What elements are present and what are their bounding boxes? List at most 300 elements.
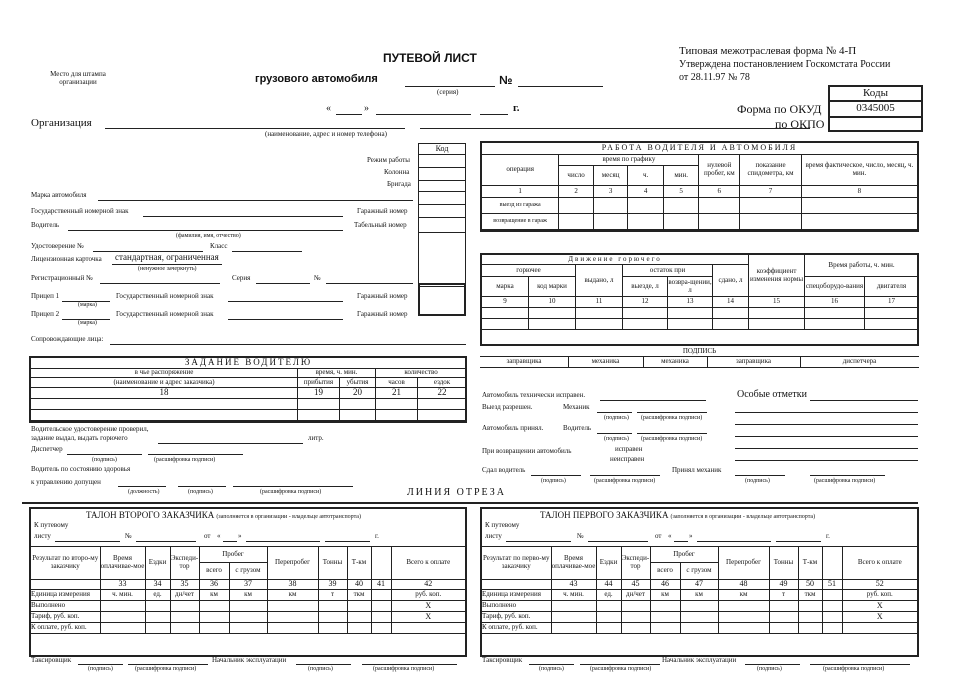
work-col-num: 8 <box>801 186 917 198</box>
form-info-line-1: Типовая межотраслевая форма № 4-П <box>679 45 857 57</box>
table-cell[interactable] <box>199 623 229 634</box>
table-cell[interactable] <box>650 601 680 612</box>
work-title: РАБОТА ВОДИТЕЛЯ И АВТОМОБИЛЯ <box>482 143 918 155</box>
table-cell[interactable] <box>100 601 145 612</box>
org-hint: (наименование, адрес и номер телефона) <box>265 130 387 138</box>
trailer1-garage-label: Гаражный номер <box>357 292 408 300</box>
admitted-decode-hint: (расшифровка подписи) <box>260 489 322 495</box>
task-rides-head: ездок <box>418 378 467 388</box>
table-cell[interactable] <box>713 308 749 319</box>
task-table <box>30 357 467 421</box>
table-cell[interactable] <box>318 623 347 634</box>
table-cell[interactable] <box>267 601 318 612</box>
table-cell[interactable] <box>680 612 718 623</box>
table-cell[interactable] <box>805 308 865 319</box>
right-taxer-label: Таксировщик <box>482 656 523 664</box>
task-col-num: 22 <box>418 388 467 399</box>
fuel-col-num: 9 <box>482 297 529 308</box>
work-operation-head: операция <box>482 155 559 186</box>
admitted-label: к управлению допущен <box>31 478 101 486</box>
work-row-exit: выезд из гаража <box>482 198 559 214</box>
coupon-right-tariff-label: Тариф, руб. коп. <box>482 612 551 623</box>
table-cell[interactable] <box>628 198 664 214</box>
coupon-right-col-num: 46 <box>650 580 680 590</box>
coupon-right-overrun-head: Перепробег <box>718 547 769 580</box>
coupon-left-run-head: Пробег <box>199 547 267 563</box>
num-label: № <box>314 274 321 282</box>
coupon-left-qo: « <box>217 532 221 540</box>
table-cell[interactable] <box>822 612 842 623</box>
table-cell[interactable] <box>596 612 621 623</box>
fuel-col-num: 14 <box>713 297 749 308</box>
right-chief-sign-hint: (подпись) <box>757 666 782 672</box>
coupon-left-col-num: 35 <box>170 580 199 590</box>
task-col-num: 21 <box>376 388 418 399</box>
mechanic-label: Механик <box>563 403 590 411</box>
table-cell[interactable] <box>798 601 822 612</box>
coupon-left-unit: ед. <box>145 590 170 601</box>
table-cell[interactable] <box>559 214 594 230</box>
table-cell[interactable] <box>668 308 713 319</box>
driver-label: Водитель <box>31 221 60 229</box>
coupon-right-col-num: 49 <box>769 580 798 590</box>
table-cell[interactable] <box>340 410 376 421</box>
table-cell[interactable] <box>376 399 418 410</box>
table-cell[interactable] <box>298 399 340 410</box>
left-taxer-decode-hint: (расшифровка подписи) <box>135 666 197 672</box>
work-month-head: месяц <box>593 166 628 186</box>
coupon-right-col-num: 52 <box>842 580 917 590</box>
work-mode-label: Режим работы <box>367 156 411 164</box>
brigade-label: Бригада <box>387 180 411 188</box>
left-taxer-sign-hint: (подпись) <box>88 666 113 672</box>
accepted-mechanic-sign-hint: (подпись) <box>745 478 770 484</box>
coupon-right-forwarder-head: Экспеди-тор <box>621 547 650 580</box>
table-cell[interactable] <box>267 623 318 634</box>
coupon-right-to-pay-label: К оплате, руб. коп. <box>482 623 551 634</box>
table-cell[interactable] <box>593 214 628 230</box>
coupon-left-unit: км <box>267 590 318 601</box>
fuel-col-num: 12 <box>623 297 668 308</box>
coupon-left-unit: км <box>229 590 267 601</box>
code-title: Код <box>435 144 449 153</box>
work-schedule-head: время по графику <box>559 155 699 166</box>
table-cell[interactable] <box>318 601 347 612</box>
trailer-garage-box <box>418 283 466 316</box>
coupon-right-num-empty <box>482 580 551 590</box>
coupon-left-table <box>31 546 465 634</box>
table-cell[interactable] <box>680 601 718 612</box>
coupon-right-unit: т <box>769 590 798 601</box>
form-info-line-2: Утверждена постановлением Госкомстата России <box>679 59 891 70</box>
coupon-left-col-num: 40 <box>347 580 371 590</box>
table-cell[interactable] <box>371 612 391 623</box>
table-cell[interactable] <box>628 214 664 230</box>
accepted-mechanic-label: Принял механик <box>672 466 722 474</box>
fuel-coef-head: коэффициент изменения нормы <box>749 255 805 297</box>
coupon-left-col-num: 36 <box>199 580 229 590</box>
fuel-brand-head: марка <box>482 277 529 297</box>
work-zero-run-head: нулевой пробег, км <box>699 155 740 186</box>
table-cell[interactable] <box>663 198 699 214</box>
special-marks-label: Особые отметки <box>737 389 807 400</box>
coupon-left-loaded-head: с грузом <box>229 563 267 580</box>
coupon-right-unit: руб. коп. <box>842 590 917 601</box>
table-cell[interactable] <box>769 601 798 612</box>
table-cell[interactable] <box>529 308 576 319</box>
task-disposal-head: в чье распоряжение <box>31 369 298 378</box>
task-title: ЗАДАНИЕ ВОДИТЕЛЮ <box>31 358 467 369</box>
work-col-num: 4 <box>628 186 664 198</box>
task-issued-label: задание выдал, выдать горючего <box>31 434 128 442</box>
year-suffix: г. <box>513 102 520 114</box>
fuel-issued-head: выдано, л <box>576 265 623 297</box>
coupon-left-col-num: 37 <box>229 580 267 590</box>
trailer2-brand-hint: (марка) <box>78 320 97 326</box>
work-odometer-head: показание спидометра, км <box>740 155 802 186</box>
tech-ok-label: Автомобиль технически исправен. <box>482 391 586 399</box>
license-card-value: стандартная, ограниченная <box>115 252 219 262</box>
health-label: Водитель по состоянию здоровья <box>31 465 131 473</box>
handed-driver-label: Сдал водитель <box>482 466 526 474</box>
table-cell[interactable] <box>576 308 623 319</box>
coupon-left-time-head: Время оплачивае-мое <box>100 547 145 580</box>
coupon-left-unit: ткм <box>347 590 371 601</box>
coupon-right-qo: « <box>668 532 672 540</box>
coupon-right-tkm-head: Т-км <box>798 547 822 580</box>
dispatcher-decode-hint: (расшифровка подписи) <box>154 457 216 463</box>
coupon-left-title-text: ТАЛОН ВТОРОГО ЗАКАЗЧИКА <box>86 510 215 520</box>
table-cell[interactable] <box>371 623 391 634</box>
table-cell[interactable] <box>229 612 267 623</box>
coupon-right-done-label: Выполнено <box>482 601 551 612</box>
return-not-ok-option[interactable]: неисправен <box>610 455 645 463</box>
table-cell[interactable] <box>418 410 467 421</box>
table-cell[interactable] <box>100 612 145 623</box>
form-info-line-3: от 28.11.97 № 78 <box>679 72 750 83</box>
date-quote-close: » <box>364 103 369 114</box>
table-cell[interactable] <box>749 319 805 330</box>
coupon-left-unit-label: Единица измерения <box>31 590 100 601</box>
accept-decode-hint: (расшифровка подписи) <box>641 436 703 442</box>
table-cell[interactable] <box>576 319 623 330</box>
task-qty-head: количество <box>376 369 467 378</box>
coupon-right-run-head: Пробег <box>650 547 718 563</box>
work-col-num: 1 <box>482 186 559 198</box>
coupon-right-title-text: ТАЛОН ПЕРВОГО ЗАКАЗЧИКА <box>540 510 669 520</box>
series-label: Серия <box>232 274 251 282</box>
table-cell[interactable] <box>31 410 298 421</box>
okud-label: Форма по ОКУД <box>737 102 822 116</box>
table-cell[interactable] <box>621 601 650 612</box>
coupon-left-qc: » <box>238 532 242 540</box>
fuel-col-num: 11 <box>576 297 623 308</box>
license-checked-label: Водительское удостоверение проверил, <box>31 425 149 433</box>
table-cell[interactable] <box>699 214 740 230</box>
table-cell[interactable] <box>801 198 917 214</box>
coupon-right-unit: км <box>650 590 680 601</box>
table-cell[interactable] <box>822 623 842 634</box>
coupon-left-col-num: 39 <box>318 580 347 590</box>
table-cell[interactable] <box>170 612 199 623</box>
table-cell[interactable] <box>740 214 802 230</box>
coupon-right-qc: » <box>689 532 693 540</box>
signer-mechanic-2: механика <box>661 357 689 365</box>
coupon-left-to-sheet: К путевому <box>34 521 69 529</box>
coupon-right-loaded-head: с грузом <box>680 563 718 580</box>
coupon-right-col-num: 44 <box>596 580 621 590</box>
work-row-return: возвращение в гараж <box>482 214 559 230</box>
fuel-brand-code-head: код марки <box>529 277 576 297</box>
table-cell[interactable] <box>391 623 465 634</box>
coupon-left-unit: дн/чет <box>170 590 199 601</box>
task-leave-head: убытия <box>340 378 376 388</box>
coupon-right-col-num: 51 <box>822 580 842 590</box>
coupon-right-col-num: 45 <box>621 580 650 590</box>
coupon-right-x-mark: X <box>842 601 917 612</box>
table-cell[interactable] <box>418 399 467 410</box>
left-chief-decode-hint: (расшифровка подписи) <box>373 666 435 672</box>
table-cell[interactable] <box>798 623 822 634</box>
table-cell[interactable] <box>865 319 919 330</box>
coupon-left-to-pay-label: К оплате, руб. коп. <box>31 623 100 634</box>
task-arrive-head: прибытия <box>298 378 340 388</box>
coupon-right-num: № <box>577 532 584 540</box>
trailer2-state-number-label: Государственный номерной знак <box>116 310 214 318</box>
table-cell[interactable] <box>229 623 267 634</box>
table-cell[interactable] <box>769 612 798 623</box>
right-taxer-sign-hint: (подпись) <box>539 666 564 672</box>
trailer1-state-number-label: Государственный номерной знак <box>116 292 214 300</box>
coupon-left-unit: км <box>199 590 229 601</box>
fuel-fuel-head: горючее <box>482 265 576 277</box>
column-label: Колонна <box>384 168 410 176</box>
underline-hint: (ненужное зачеркнуть) <box>138 266 197 272</box>
coupon-right-unit: км <box>680 590 718 601</box>
table-cell[interactable] <box>199 612 229 623</box>
table-cell[interactable] <box>170 601 199 612</box>
coupon-left-from: от <box>204 532 211 540</box>
class-label: Класс <box>210 242 228 250</box>
table-cell[interactable] <box>482 308 529 319</box>
table-cell[interactable] <box>623 319 668 330</box>
table-cell[interactable] <box>267 612 318 623</box>
trailer1-label: Прицеп 1 <box>31 292 60 300</box>
coupon-right-x-mark: X <box>842 612 917 623</box>
coupon-left-col-num: 41 <box>371 580 391 590</box>
table-cell[interactable] <box>798 612 822 623</box>
table-cell[interactable] <box>318 612 347 623</box>
fuel-col-num: 17 <box>865 297 919 308</box>
coupon-left-total-run-head: всего <box>199 563 229 580</box>
mechanic-sign-hint: (подпись) <box>604 415 629 421</box>
license-label: Удостоверение № <box>31 242 84 250</box>
org-label: Организация <box>31 117 92 129</box>
stamp-place-label: Место для штампа организации <box>50 70 106 87</box>
fuel-remain-head: остаток при <box>623 265 713 277</box>
task-col-num: 20 <box>340 388 376 399</box>
table-cell[interactable] <box>596 601 621 612</box>
table-cell[interactable] <box>740 198 802 214</box>
signer-fueler-2: заправщика <box>736 357 771 365</box>
fuel-title: Движение горючего <box>482 255 749 265</box>
table-cell[interactable] <box>347 612 371 623</box>
task-time-head: время, ч. мин. <box>298 369 376 378</box>
coupon-right-col-num: 47 <box>680 580 718 590</box>
coupon-left-col-num: 38 <box>267 580 318 590</box>
coupon-left-note: (заполняется в организации - владельце автотранспорта) <box>216 514 361 520</box>
coupon-left-unit: руб. коп. <box>391 590 465 601</box>
tab-number-label: Табельный номер <box>354 221 407 229</box>
table-cell[interactable] <box>145 601 170 612</box>
table-cell[interactable] <box>145 612 170 623</box>
coupon-left-overrun-head: Перепробег <box>267 547 318 580</box>
table-cell[interactable] <box>822 601 842 612</box>
table-cell[interactable] <box>623 308 668 319</box>
coupon-right-blank-head <box>822 547 842 580</box>
coupon-right-col-num: 50 <box>798 580 822 590</box>
task-customer-hint: (наименование и адрес заказчика) <box>31 378 298 388</box>
garage-number-label: Гаражный номер <box>357 207 408 215</box>
left-chief-label: Начальник эксплуатации <box>212 656 287 664</box>
work-actual-time-head: время фактическое, число, месяц, ч. мин. <box>801 155 917 186</box>
signer-dispatcher: диспетчера <box>842 357 877 365</box>
coupon-left-x-mark: X <box>391 612 465 623</box>
table-cell[interactable] <box>801 214 917 230</box>
table-cell[interactable] <box>713 319 749 330</box>
car-brand-label: Марка автомобиля <box>31 191 87 199</box>
table-cell[interactable] <box>31 399 298 410</box>
okpo-label: по ОКПО <box>775 117 825 131</box>
table-cell[interactable] <box>718 612 769 623</box>
table-cell[interactable] <box>699 198 740 214</box>
return-ok-option[interactable]: исправен <box>615 445 643 453</box>
table-cell[interactable] <box>298 410 340 421</box>
work-col-num: 7 <box>740 186 802 198</box>
table-cell[interactable] <box>842 623 917 634</box>
table-cell[interactable] <box>663 214 699 230</box>
table-cell[interactable] <box>621 612 650 623</box>
work-col-num: 2 <box>559 186 594 198</box>
coupon-left-tons-head: Тонны <box>318 547 347 580</box>
coupon-left-done-label: Выполнено <box>31 601 100 612</box>
table-cell[interactable] <box>551 601 596 612</box>
work-hour-head: ч. <box>628 166 664 186</box>
table-cell[interactable] <box>229 601 267 612</box>
table-cell[interactable] <box>559 198 594 214</box>
work-min-head: мин. <box>663 166 699 186</box>
right-chief-decode-hint: (расшифровка подписи) <box>823 666 885 672</box>
series-hint: (серия) <box>437 88 459 96</box>
fuel-special-head: спецоборудо-вания <box>805 277 865 297</box>
state-number-label: Государственный номерной знак <box>31 207 129 215</box>
coupon-left-rides-head: Ездки <box>145 547 170 580</box>
table-cell[interactable] <box>551 623 596 634</box>
coupon-right-unit: км <box>718 590 769 601</box>
table-cell[interactable] <box>100 623 145 634</box>
on-return-label: При возвращении автомобиль <box>482 447 572 455</box>
number-sign: № <box>499 73 513 87</box>
codes-label: Коды <box>863 87 888 99</box>
coupon-left-tkm-head: Т-км <box>347 547 371 580</box>
coupon-right-unit: ед. <box>596 590 621 601</box>
coupon-right-table <box>482 546 917 634</box>
table-cell[interactable] <box>621 623 650 634</box>
cut-line-label: ЛИНИЯ ОТРЕЗА <box>407 487 506 498</box>
coupon-right-result-head: Результат по перво-му заказчику <box>482 547 551 580</box>
handed-decode-hint: (расшифровка подписи) <box>594 478 656 484</box>
table-cell[interactable] <box>680 623 718 634</box>
coupon-right-to-sheet: К путевому <box>485 521 520 529</box>
table-cell[interactable] <box>199 601 229 612</box>
coupon-right-from: от <box>655 532 662 540</box>
table-cell[interactable] <box>482 319 529 330</box>
fuel-col-num: 15 <box>749 297 805 308</box>
admitted-position-hint: (должность) <box>128 489 160 495</box>
right-chief-label: Начальник эксплуатации <box>662 656 737 664</box>
fuel-sign-label: ПОДПИСЬ <box>682 347 717 355</box>
work-day-head: число <box>559 166 594 186</box>
fio-hint: (фамилия, имя, отчество) <box>176 233 241 239</box>
coupon-right-sheet: листу <box>485 532 502 540</box>
table-cell[interactable] <box>769 623 798 634</box>
table-cell[interactable] <box>347 623 371 634</box>
table-cell[interactable] <box>865 308 919 319</box>
coupon-left-tariff-label: Тариф, руб. коп. <box>31 612 100 623</box>
left-taxer-label: Таксировщик <box>31 656 72 664</box>
trailer1-brand-hint: (марка) <box>78 302 97 308</box>
table-cell[interactable] <box>749 308 805 319</box>
coupon-left-unit: ч. мин. <box>100 590 145 601</box>
table-cell[interactable] <box>170 623 199 634</box>
table-cell[interactable] <box>347 601 371 612</box>
coupon-left-total-head: Всего к оплате <box>391 547 465 580</box>
table-cell[interactable] <box>371 601 391 612</box>
table-cell[interactable] <box>718 601 769 612</box>
table-cell[interactable] <box>650 612 680 623</box>
table-cell[interactable] <box>805 319 865 330</box>
escorts-label: Сопровождающие лица: <box>31 335 104 343</box>
task-hours-head: часов <box>376 378 418 388</box>
okud-value: 0345005 <box>856 102 895 114</box>
table-cell[interactable] <box>668 319 713 330</box>
task-col-num: 19 <box>298 388 340 399</box>
table-cell[interactable] <box>650 623 680 634</box>
table-cell[interactable] <box>593 198 628 214</box>
table-cell[interactable] <box>718 623 769 634</box>
table-cell[interactable] <box>529 319 576 330</box>
coupon-right-note: (заполняется в организации - владельце автотранспорта) <box>670 514 816 520</box>
coupon-left-sheet: листу <box>34 532 51 540</box>
coupon-left-title <box>86 511 361 520</box>
coupon-left-forwarder-head: Экспеди-тор <box>170 547 199 580</box>
right-taxer-decode-hint: (расшифровка подписи) <box>590 666 652 672</box>
coupon-left-x-mark: X <box>391 601 465 612</box>
table-cell[interactable] <box>551 612 596 623</box>
coupon-right-title <box>540 511 815 520</box>
signer-mechanic-1: механика <box>591 357 620 365</box>
admitted-sign-hint: (подпись) <box>188 489 213 495</box>
coupon-right-total-head: Всего к оплате <box>842 547 917 580</box>
coupon-left-col-num: 33 <box>100 580 145 590</box>
coupon-right-unit: ч. мин. <box>551 590 596 601</box>
table-cell[interactable] <box>145 623 170 634</box>
table-cell[interactable] <box>340 399 376 410</box>
fuel-engine-head: двигателя <box>865 277 919 297</box>
table-cell[interactable] <box>596 623 621 634</box>
accept-sign-hint: (подпись) <box>604 436 629 442</box>
table-cell[interactable] <box>376 410 418 421</box>
